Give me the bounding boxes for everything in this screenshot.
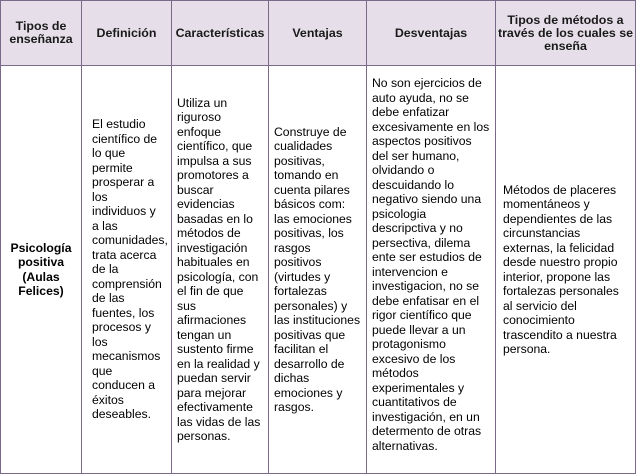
header-row (1, 1, 636, 66)
header-ventajas: Ventajas (269, 1, 367, 66)
header-desventajas: Desventajas (367, 1, 496, 66)
cell-definicion: El estudio científico de lo que permite prosperar a los individuos y a las comunidades, trata acerca de la comprensión de las fuentes, los procesos y los mecanismos que conducen a éxitos deseables. (82, 66, 172, 474)
table-row (1, 66, 636, 474)
cell-ventajas: Construye de cualidades positivas, tomando en cuenta pilares básicos com: las emociones positivas, los rasgos positivos (virtudes y fortalezas personales) y las instituciones positivas que facilitan el desarrollo de dichas emociones y rasgos. (269, 66, 367, 474)
header-caracteristicas: Características (172, 1, 269, 66)
cell-tipo: Psicología positiva (Aulas Felices) (1, 66, 82, 474)
header-tipos: Tipos de enseñanza (1, 1, 82, 66)
cell-metodos: Métodos de placeres momentáneos y dependientes de las circunstancias externas, la felicidad desde nuestro propio interior, propone las fortalezas personales al servicio del conocimiento trascendito a nuestra persona. (496, 66, 636, 474)
cell-desventajas: No son ejercicios de auto ayuda, no se debe enfatizar excesivamente en los aspectos positivos del ser humano, olvidando o descuidando lo negativo siendo una psicologia descripctiva y no persectiva, dilema ente ser estudios de intervencion e investigacion, no se debe enfatisar en el rigor científico que puede llevar a un protagonismo excesivo de los métodos experimentales y cuantitativos de investigación, en un determento de otras alternativas. (367, 66, 496, 474)
cell-caracteristicas: Utiliza un riguroso enfoque científico, que impulsa a sus promotores a buscar evidencias basadas en lo métodos de investigación habituales en psicología, con el fin de que sus afirmaciones tengan un sustento firme en la realidad y puedan servir para mejorar efectivamente las vidas de las personas. (172, 66, 269, 474)
header-metodos: Tipos de métodos a través de los cuales se enseña (496, 1, 636, 66)
header-definicion: Definición (82, 1, 172, 66)
